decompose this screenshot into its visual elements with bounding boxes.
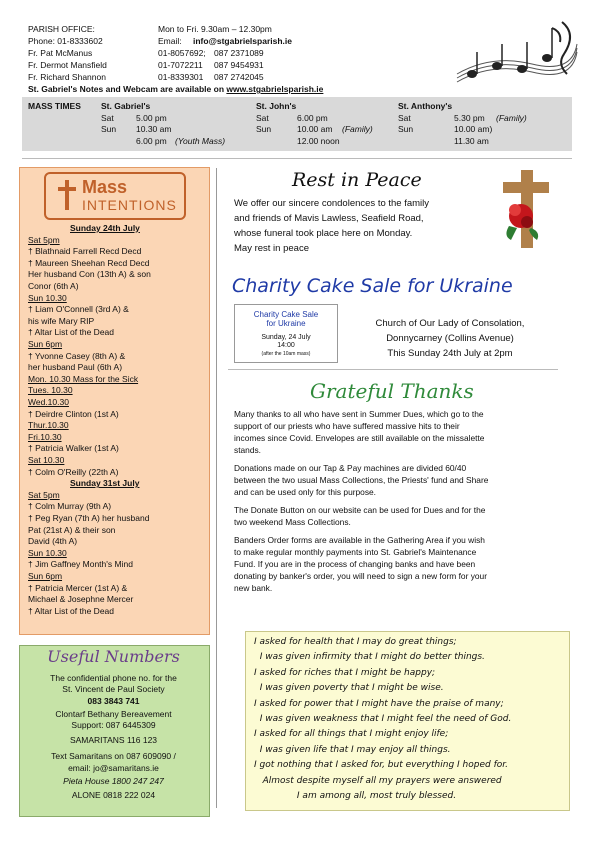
mass-time: 12.00 noon bbox=[297, 136, 340, 146]
thanks-line: between the two usual Mass Collections, the Priests' fund and Share bbox=[234, 475, 489, 485]
poem-line: I asked for all things that I might enjoy life; bbox=[254, 729, 449, 740]
intention-line: Fri.10.30 bbox=[28, 431, 62, 442]
thanks-line: Fund. If you are in the process of changing banks and have been bbox=[234, 559, 476, 569]
header-value: Email: bbox=[158, 36, 182, 46]
rest-in-peace-title: Rest in Peace bbox=[292, 169, 422, 191]
poster-text: Sunday, 24 July bbox=[261, 334, 311, 341]
intention-line: Thur.10.30 bbox=[28, 420, 69, 431]
useful-number-line: email: jo@samaritans.ie bbox=[68, 763, 159, 773]
thanks-line: donating by banker's order, you will need to sign a new form for your bbox=[234, 571, 487, 581]
intention-line: † Yvonne Casey (8th A) & bbox=[28, 350, 126, 361]
mass-day: Sun bbox=[398, 124, 414, 134]
poem-line: I was given infirmity that I might do better things. bbox=[254, 652, 485, 663]
mass-time: 6.00 pm bbox=[297, 113, 328, 123]
intention-line: † Colm Murray (9th A) bbox=[28, 501, 112, 512]
header-label: PARISH OFFICE: bbox=[28, 24, 95, 34]
church-name: St. John's bbox=[256, 101, 297, 111]
mass-intentions-logo bbox=[44, 172, 186, 220]
column-divider bbox=[216, 168, 217, 808]
rip-text: whose funeral took place here on Monday. bbox=[234, 228, 413, 239]
header-value: 01-8057692; bbox=[158, 48, 206, 58]
intention-line: Tues. 10.30 bbox=[28, 385, 73, 396]
intention-line: Sun 10.30 bbox=[28, 292, 67, 303]
intention-line: † Patricia Mercer (1st A) & bbox=[28, 582, 128, 593]
poem-line: I was given life that I may enjoy all things. bbox=[254, 744, 451, 755]
logo-text: Mass bbox=[82, 177, 128, 197]
header-label: Fr. Richard Shannon bbox=[28, 72, 106, 82]
mass-time: 5.00 pm bbox=[136, 113, 167, 123]
rip-text: and friends of Mavis Lawless, Seafield Road, bbox=[234, 213, 424, 224]
intention-line: Pat (21st A) & their son bbox=[28, 524, 116, 535]
useful-numbers-title: Useful Numbers bbox=[47, 647, 180, 666]
mass-time: 10.00 am) bbox=[454, 124, 493, 134]
intention-line: Mon. 10.30 Mass for the Sick bbox=[28, 373, 139, 384]
header-value: Mon to Fri. 9.30am – 12.30pm bbox=[158, 24, 272, 34]
poster-text: Charity Cake Sale bbox=[253, 310, 319, 319]
rip-text: We offer our sincere condolences to the family bbox=[234, 198, 430, 209]
thanks-line: Banders Order forms are available in the Gathering Area if you wish bbox=[234, 535, 485, 545]
thanks-line: Donations made on our Tap & Pay machines are divided 60/40 bbox=[234, 463, 467, 473]
header-label: Fr. Pat McManus bbox=[28, 48, 93, 58]
mass-time: 10.00 am bbox=[297, 124, 333, 134]
intention-line: Her husband Con (13th A) & son bbox=[28, 269, 151, 280]
mass-day: Sun bbox=[256, 124, 272, 134]
thanks-line: new bank. bbox=[234, 583, 273, 593]
header-value: 01-7072211 bbox=[158, 60, 203, 70]
mass-times-label: MASS TIMES bbox=[28, 101, 81, 111]
intention-line: Sunday 31st July bbox=[70, 478, 140, 489]
intention-line: † Jim Gaffney Month's Mind bbox=[28, 559, 133, 570]
poem-line: I was given poverty that I might be wise. bbox=[254, 683, 444, 694]
intention-line: † Deirdre Clinton (1st A) bbox=[28, 408, 119, 419]
thanks-line: Many thanks to all who have sent in Summer Dues, which go to the bbox=[234, 409, 484, 419]
poem-line: Almost despite myself all my prayers were answered bbox=[254, 775, 502, 786]
thanks-line: incomes since Covid. Envelopes are still available on the missalette bbox=[234, 433, 485, 443]
poem-line: I asked for power that I might have the praise of many; bbox=[254, 698, 504, 709]
intention-line: † Maureen Sheehan Recd Decd bbox=[28, 257, 150, 268]
intention-line: Sun 6pm bbox=[28, 339, 63, 349]
poem-line: I asked for health that I may do great things; bbox=[254, 637, 457, 647]
useful-number-line: SAMARITANS 116 123 bbox=[69, 735, 158, 745]
poem-line: I asked for riches that I might be happy; bbox=[254, 667, 436, 678]
useful-number-line: St. Vincent de Paul Society bbox=[62, 684, 165, 694]
intention-line: † Altar List of the Dead bbox=[28, 605, 114, 616]
thanks-line: stands. bbox=[234, 445, 262, 455]
header-value: 087 9454931 bbox=[214, 60, 264, 70]
poem-line: I got nothing that I asked for, but everything I hoped for. bbox=[254, 760, 508, 771]
email-link[interactable]: info@stgabrielsparish.ie bbox=[193, 36, 292, 46]
charity-poster-image bbox=[234, 304, 338, 363]
intention-line: his wife Mary RIP bbox=[28, 315, 95, 326]
poster-text: 14:00 bbox=[277, 342, 295, 349]
charity-cake-sale-title: Charity Cake Sale for Ukraine bbox=[232, 275, 513, 297]
intention-line: † Altar List of the Dead bbox=[28, 327, 114, 338]
poster-text: for Ukraine bbox=[266, 319, 306, 328]
poem-line: I was given weakness that I might feel the need of God. bbox=[254, 714, 512, 724]
website-prefix: St. Gabriel's Notes and Webcam are available on bbox=[28, 84, 227, 94]
thanks-line: and can be used only for this purpose. bbox=[234, 487, 377, 497]
header-value: 01-8339301 bbox=[158, 72, 204, 82]
useful-number-line: Text Samaritans on 087 609090 / bbox=[51, 751, 176, 761]
intention-line: Wed.10.30 bbox=[28, 397, 69, 407]
useful-number-line: Clontarf Bethany Bereavement bbox=[55, 709, 172, 719]
mass-note: (Youth Mass) bbox=[175, 136, 226, 146]
mass-time: 6.00 pm bbox=[136, 136, 167, 146]
mass-day: Sat bbox=[398, 113, 411, 123]
intention-line: Michael & Josephne Mercer bbox=[28, 594, 134, 605]
intention-line: † Liam O'Connell (3rd A) & bbox=[28, 304, 129, 315]
intention-line: Conor (6th A) bbox=[28, 281, 79, 291]
useful-number-line: Pieta House 1800 247 247 bbox=[63, 776, 164, 786]
charity-text: This Sunday 24th July at 2pm bbox=[387, 348, 513, 359]
church-name: St. Gabriel's bbox=[101, 101, 151, 111]
useful-number-line: ALONE 0818 222 024 bbox=[71, 790, 156, 800]
website-notice bbox=[28, 84, 323, 94]
mass-note: (Family) bbox=[496, 113, 527, 123]
useful-number-line: Support: 087 6445309 bbox=[71, 720, 156, 730]
rip-text: May rest in peace bbox=[234, 243, 309, 254]
thanks-line: two weekend Mass Collections. bbox=[234, 517, 351, 527]
thanks-line: to make regular monthly payments into St. Gabriel's Maintenance bbox=[234, 547, 477, 557]
intention-line: Sat 10.30 bbox=[28, 455, 65, 465]
church-name: St. Anthony's bbox=[398, 101, 453, 111]
intention-line: Sun 10.30 bbox=[28, 547, 67, 558]
cross-rose-icon bbox=[497, 170, 555, 248]
intention-line: Sun 6pm bbox=[28, 571, 63, 581]
header-value: 087 2742045 bbox=[214, 72, 264, 82]
mass-time: 10.30 am bbox=[136, 124, 172, 134]
intention-line: † Patricia Walker (1st A) bbox=[28, 443, 119, 454]
intention-line: David (4th A) bbox=[28, 536, 78, 547]
mass-time: 5.30 pm bbox=[454, 113, 485, 123]
mass-note: (Family) bbox=[342, 124, 373, 134]
website-link[interactable]: www.stgabrielsparish.ie bbox=[226, 84, 324, 94]
intention-line: her husband Paul (6th A) bbox=[28, 362, 123, 373]
header-label: Fr. Dermot Mansfield bbox=[28, 60, 107, 70]
mass-day: Sat bbox=[256, 113, 269, 123]
mass-day: Sun bbox=[101, 124, 117, 134]
charity-text: Donnycarney (Collins Avenue) bbox=[386, 333, 514, 344]
divider bbox=[22, 158, 572, 159]
intention-line: † Colm O'Reilly (22th A) bbox=[28, 466, 119, 477]
useful-number-line: The confidential phone no. for the bbox=[50, 673, 177, 683]
intention-line: Sat 5pm bbox=[28, 234, 60, 245]
logo-text: INTENTIONS bbox=[82, 197, 177, 213]
music-notes-icon bbox=[452, 14, 580, 92]
mass-time: 11.30 am bbox=[454, 136, 489, 146]
header-label: Phone: 01-8333602 bbox=[28, 36, 103, 46]
grateful-thanks-title: Grateful Thanks bbox=[310, 379, 474, 403]
useful-number-line: 083 3843 741 bbox=[87, 696, 140, 706]
intention-line: † Blathnaid Farrell Recd Decd bbox=[28, 246, 142, 257]
thanks-line: support of our priests who have suffered massive hits to their bbox=[234, 421, 460, 431]
intention-line: Sat 5pm bbox=[28, 489, 60, 500]
intention-line: Sunday 24th July bbox=[70, 223, 140, 233]
poem-line: I am among all, most truly blessed. bbox=[254, 791, 457, 801]
poster-text: (after the 10am mass) bbox=[261, 351, 311, 357]
thanks-line: The Donate Button on our website can be used for Dues and for the bbox=[234, 505, 486, 515]
header-value: 087 2371089 bbox=[214, 48, 264, 58]
divider bbox=[228, 369, 558, 370]
charity-text: Church of Our Lady of Consolation, bbox=[375, 318, 525, 329]
intention-line: † Peg Ryan (7th A) her husband bbox=[28, 513, 150, 523]
cross-icon bbox=[58, 180, 76, 210]
mass-day: Sat bbox=[101, 113, 114, 123]
